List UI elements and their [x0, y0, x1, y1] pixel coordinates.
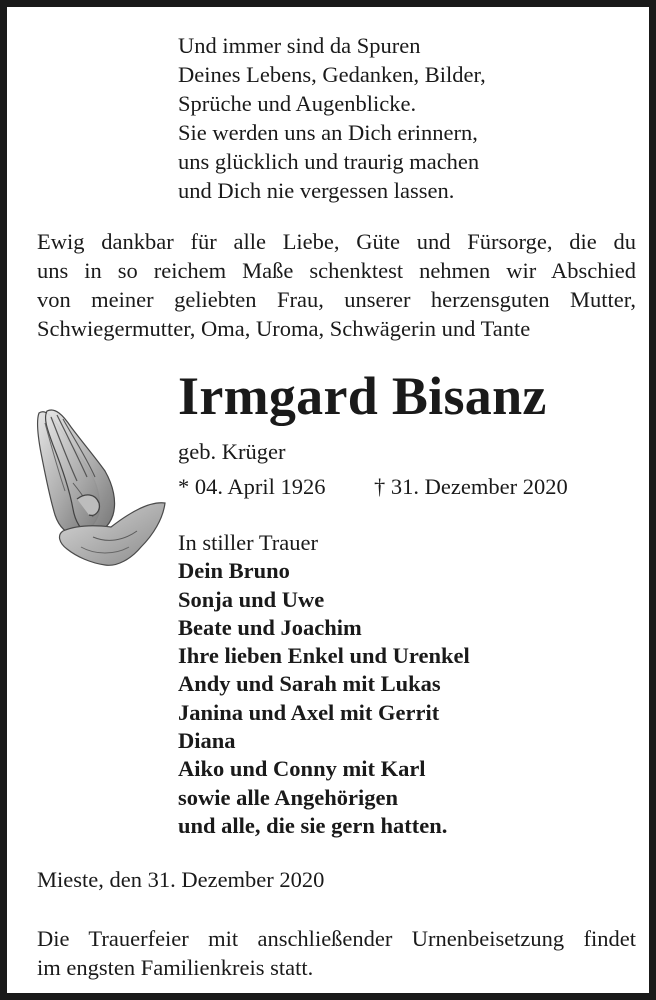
mourner-name: Andy und Sarah mit Lukas [178, 671, 441, 697]
mourner-name: Diana [178, 728, 236, 754]
poem-line: Sprüche und Augenblicke. [178, 91, 417, 116]
poem-line: Und immer sind da Spuren [178, 33, 421, 58]
poem-line: Sie werden uns an Dich erinnern, [178, 120, 478, 145]
place-and-date: Mieste, den 31. Dezember 2020 [37, 867, 325, 892]
dedication-line: uns in so reichem Maße schenktest nehmen wir Abschied [37, 258, 636, 283]
life-dates [178, 472, 568, 501]
poem-line: und Dich nie vergessen lassen. [178, 178, 455, 203]
mourner-name: Janina und Axel mit Gerrit [178, 699, 440, 725]
mourner-name: Sonja und Uwe [178, 586, 325, 612]
mourner-name: Aiko und Conny mit Karl [178, 756, 426, 782]
funeral-notice-line: Die Trauerfeier mit anschließender Urnenbeisetzung findet [37, 926, 636, 951]
dedication-line: Ewig dankbar für alle Liebe, Güte und Fürsorge, die du [37, 229, 636, 254]
funeral-notice [37, 924, 636, 982]
praying-hands-icon [33, 407, 167, 569]
death-date: † 31. Dezember 2020 [374, 474, 568, 499]
mourner-name: Beate und Joachim [178, 614, 362, 640]
deceased-name: Irmgard Bisanz [178, 366, 547, 426]
dedication-text [37, 227, 636, 343]
mourners-list [178, 529, 470, 840]
mourner-name: und alle, die sie gern hatten. [178, 812, 448, 838]
mourner-name: sowie alle Angehörigen [178, 784, 398, 810]
mourner-name: Ihre lieben Enkel und Urenkel [178, 643, 470, 669]
birth-name: geb. Krüger [178, 439, 286, 464]
memorial-poem [178, 31, 486, 205]
poem-line: uns glücklich und traurig machen [178, 149, 480, 174]
birth-date: * 04. April 1926 [178, 474, 326, 499]
dedication-line: von meiner geliebten Frau, unserer herzensguten Mutter, [37, 287, 636, 312]
mourning-intro: In stiller Trauer [178, 530, 318, 555]
poem-line: Deines Lebens, Gedanken, Bilder, [178, 62, 486, 87]
mourner-name: Dein Bruno [178, 558, 290, 584]
dedication-line: Schwiegermutter, Oma, Uroma, Schwägerin und Tante [37, 316, 531, 341]
funeral-notice-line: im engsten Familienkreis statt. [37, 955, 314, 980]
